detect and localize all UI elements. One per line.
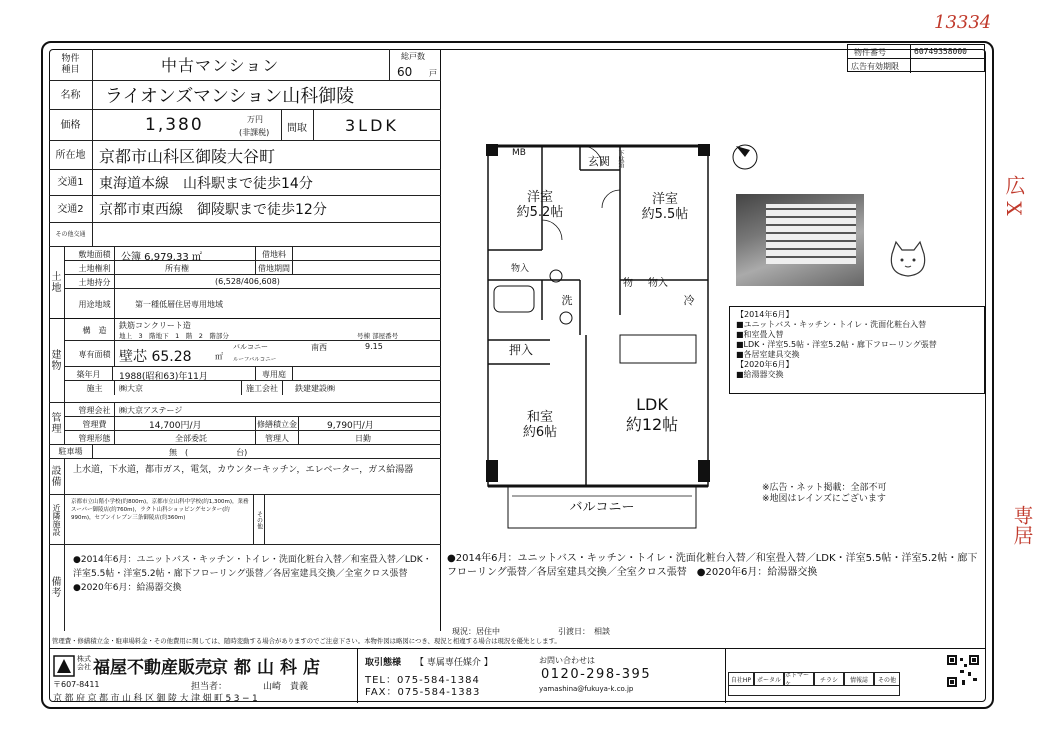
facilities-label: 設 備: [49, 459, 65, 494]
price-unit: 万円: [247, 115, 263, 124]
company-logo-icon: [53, 655, 75, 677]
ad-expiry-label: 広告有効期限: [851, 62, 899, 71]
balcony-direction: 南西: [311, 343, 327, 352]
right-remarks: ●2014年6月：ユニットバス・キッチン・トイレ・洗面化粧台入替／和室畳入替／LDK・洋室5.5帖・洋室5.2帖・廊下フローリング張替／各居室建具交換／全室クロス張替 ●2020年6月：給湯器交換: [447, 553, 978, 578]
mgmt-fee-label: 管理費: [75, 417, 115, 431]
ad-media-hp: 自社HP: [728, 672, 754, 686]
room-no-label: 号棟 部屋番号: [357, 332, 399, 340]
zoning-label: 用途地域: [75, 289, 115, 319]
company-name: 福屋不動産販売: [93, 658, 212, 678]
building-section: [49, 319, 441, 403]
room-western-2: 洋室 約5.5帖: [641, 192, 689, 222]
lease-period-label: 借地期間: [255, 261, 293, 275]
lease-fee-label: 借地料: [255, 247, 293, 261]
ad-media-other: その他: [874, 672, 900, 686]
balcony-label: バルコニー: [233, 343, 268, 351]
company-postal: 〒607-8411: [53, 680, 100, 689]
units-value: 60: [397, 65, 413, 79]
layout-label: 間取: [287, 123, 307, 134]
address-row: [49, 141, 441, 170]
ad-media-checkbox-row: [728, 686, 900, 696]
property-number-label: 物件番号: [854, 48, 886, 57]
name-label: 名称: [49, 81, 93, 109]
mgmt-form-value: 全部委託: [175, 434, 207, 443]
cat-doodle-icon: [886, 240, 930, 280]
room-ldk: LDK 約12帖: [625, 395, 679, 434]
other-transport-label: その他交通: [49, 223, 93, 246]
units-unit: 戸: [429, 69, 437, 78]
nearby-value: 京都市立山階小学校(約800m)，京都市立山科中学校(約1,300m)，業務スーパー御陵店(約760m)，ラクト山科ショッピングセンター(約990m)，セブンイレブン三条御陵店(約360m): [71, 499, 249, 521]
meter-box: MB: [512, 148, 526, 158]
land-share-label: 土地持分: [75, 275, 115, 289]
ad-media-portal: ポータル: [754, 672, 784, 686]
ad-media-magazine: 情報誌: [844, 672, 874, 686]
footnote: 管理費・修繕積立金・駐車場料金・その他費用に関しては、随時変動する場合がありますのでご注意下さい。本物件図は略図につき、現況と相違する場合は現況を優先とします。: [52, 637, 561, 645]
mgmt-company-label: 管理会社: [75, 403, 115, 417]
ad-media-hotmarke: ホトマーケ: [784, 672, 814, 686]
washroom: 洗: [561, 294, 573, 307]
type-value: 中古マンション: [161, 56, 280, 75]
fax-number: FAX：075-584-1383: [365, 687, 481, 698]
floors-line: 地上 3 階地下 1 階 2 階部分: [119, 332, 229, 340]
reform-item: ■給湯器交換: [736, 370, 784, 379]
builder-label: 施工会社: [241, 381, 283, 395]
land-area-label: 敷地面積: [75, 247, 115, 261]
transport2-value: 京都市東西線 御陵駅まで徒歩12分: [99, 202, 327, 218]
company-address: 京都府京都市山科区御陵大津畑町53−1: [53, 694, 261, 704]
inquiry-label: お問い合わせは: [539, 656, 595, 665]
transport1-label: 交通1: [49, 170, 93, 195]
note-ad-restriction: ※広告・ネット掲載：全部不可: [762, 483, 887, 493]
address-label: 所在地: [49, 141, 93, 169]
mgmt-fee-value: 14,700円/月: [149, 421, 202, 431]
type-row: [49, 49, 441, 81]
qr-code-icon: [946, 654, 980, 688]
repair-fund-value: 9,790円/月: [327, 421, 374, 431]
transport1-value: 東海道本線 山科駅まで徒歩14分: [99, 175, 313, 192]
price-label: 価格: [49, 110, 93, 140]
property-name: ライオンズマンション山科御陵: [105, 86, 355, 107]
reform-item: ■和室畳入替: [736, 330, 784, 339]
address-value: 京都市山科区御陵大谷町: [99, 146, 276, 166]
price-row: [49, 110, 441, 141]
units-label: 総戸数: [401, 52, 425, 61]
structure-label: 構 造: [75, 319, 115, 341]
shoebox: 下駄箱: [617, 150, 624, 168]
ad-media-flyer: チラシ: [814, 672, 844, 686]
parking-row: [49, 445, 441, 459]
deal-type-label: 取引態様: [365, 658, 402, 668]
structure-value: 鉄筋コンクリート造: [119, 321, 191, 330]
storage-3: 物入: [648, 278, 668, 289]
remarks-row: [49, 545, 441, 631]
remarks-value: ●2014年6月：ユニットバス・キッチン・トイレ・洗面化粧台入替／和室畳入替／LDK・洋室5.5帖・洋室5.2帖・廊下フローリング張替／各居室建具交換／全室クロス張替 ●2020年6月：給湯器交換: [73, 555, 432, 593]
private-garden-label: 専用庭: [255, 367, 293, 381]
land-share-value: (6,528/406,608): [215, 277, 280, 286]
land-rights-value: 所有権: [165, 264, 189, 273]
balcony-value: 9.15: [365, 342, 383, 351]
land-area-value: 公簿 6,979.33 ㎡: [121, 252, 202, 263]
transport2-row: [49, 196, 441, 223]
reform-heading-2: 【2020年6月】: [736, 360, 794, 369]
property-spec-sheet: [49, 49, 441, 631]
exclusive-area-label: 専有面積: [75, 341, 115, 367]
parking-value: 無 ( 台): [169, 448, 248, 457]
room-western-1: 洋室 約5.2帖: [516, 190, 564, 220]
repair-fund-label: 修繕積立金: [255, 417, 299, 431]
name-row: [49, 81, 441, 110]
layout-value: 3LDK: [345, 115, 399, 135]
reform-item: ■ユニットバス・キッチン・トイレ・洗面化粧台入替: [736, 320, 927, 329]
mgmt-company-value: ㈱大京アステージ: [119, 406, 183, 415]
manager-label: 管理人: [255, 431, 299, 445]
exclusive-area-value: 壁芯 65.28: [119, 349, 192, 365]
builder-value: 鉄建建設㈱: [295, 384, 335, 393]
handwritten-mark-exclusive: 専居: [1010, 505, 1034, 545]
type-label: 物件 種目: [49, 49, 93, 80]
other-transport-row: [49, 223, 441, 247]
land-rights-label: 土地権利: [75, 261, 115, 275]
note-map: ※地図はレインズにございます: [762, 494, 886, 504]
transport2-label: 交通2: [49, 196, 93, 222]
reform-item: ■各居室建具交換: [736, 350, 800, 359]
facilities-value: 上水道，下水道，都市ガス，電気，カウンターキッチン，エレベーター，ガス給湯器: [73, 465, 414, 475]
reform-box: [729, 306, 985, 394]
price-tax: (非課税): [239, 128, 270, 137]
land-section: [49, 247, 441, 319]
manager-value: 日勤: [355, 434, 371, 443]
tel-number: TEL：075-584-1384: [365, 675, 480, 686]
owner-label: 施主: [75, 381, 115, 395]
company-legal-form: 株式会社: [77, 655, 91, 671]
nearby-row: [49, 495, 441, 545]
floor-plan: [480, 110, 750, 530]
status-delivery-label: 引渡日：: [558, 627, 590, 636]
staff-name: 山崎 貴義: [263, 682, 309, 692]
roof-balcony-label: ルーフバルコニー: [233, 357, 277, 363]
entrance: 玄関: [588, 155, 610, 168]
status-current-label: 現況：: [452, 627, 476, 636]
building-photo: [736, 194, 864, 286]
owner-value: ㈱大京: [119, 384, 143, 393]
remarks-label: 備 考: [49, 545, 65, 631]
property-number-value: 60749358000: [914, 47, 967, 56]
facilities-row: [49, 459, 441, 495]
staff-label: 担当者：: [191, 682, 228, 692]
free-dial-number: 0120-298-395: [541, 667, 652, 682]
transport1-row: [49, 170, 441, 196]
fridge-space: 冷: [683, 294, 695, 307]
handwritten-mark-ad: 広 X: [1002, 175, 1026, 216]
nearby-other-label: その他: [253, 495, 265, 545]
handwritten-number: 13334: [934, 12, 992, 33]
mgmt-form-label: 管理形態: [75, 431, 115, 445]
company-branch: 京都山科店: [211, 658, 326, 678]
storage-2: 物: [623, 278, 633, 289]
balcony-label-plan: バルコニー: [569, 500, 635, 515]
status-current-value: 居住中: [476, 627, 500, 636]
email-address: yamashina@fukuya-k.co.jp: [539, 685, 634, 693]
built-label: 築年月: [65, 367, 113, 381]
oshiire: 押入: [508, 343, 533, 357]
zoning-value: 第一種低層住居専用地域: [135, 300, 223, 309]
building-section-label: 建 物: [49, 319, 65, 402]
exclusive-area-unit: ㎡: [215, 352, 223, 361]
property-number-box: [847, 44, 985, 72]
compass-icon: [728, 140, 762, 174]
storage-1: 物入: [510, 264, 529, 274]
reform-item: ■LDK・洋室5.5帖・洋室5.2帖・廊下フローリング張替: [736, 340, 937, 349]
price-value: 1,380: [145, 115, 204, 135]
parking-label: 駐車場: [49, 445, 93, 458]
land-section-label: 土 地: [49, 247, 65, 318]
built-value: 1988(昭和63)年11月: [119, 372, 208, 382]
management-section-label: 管 理: [49, 403, 65, 444]
management-section: [49, 403, 441, 445]
room-japanese: 和室 約6帖: [522, 410, 558, 440]
deal-type-value: 【 専属専任媒介 】: [415, 658, 493, 668]
nearby-label: 近隣施設: [49, 495, 65, 544]
status-delivery-value: 相談: [594, 627, 610, 636]
reform-heading-1: 【2014年6月】: [736, 310, 794, 319]
